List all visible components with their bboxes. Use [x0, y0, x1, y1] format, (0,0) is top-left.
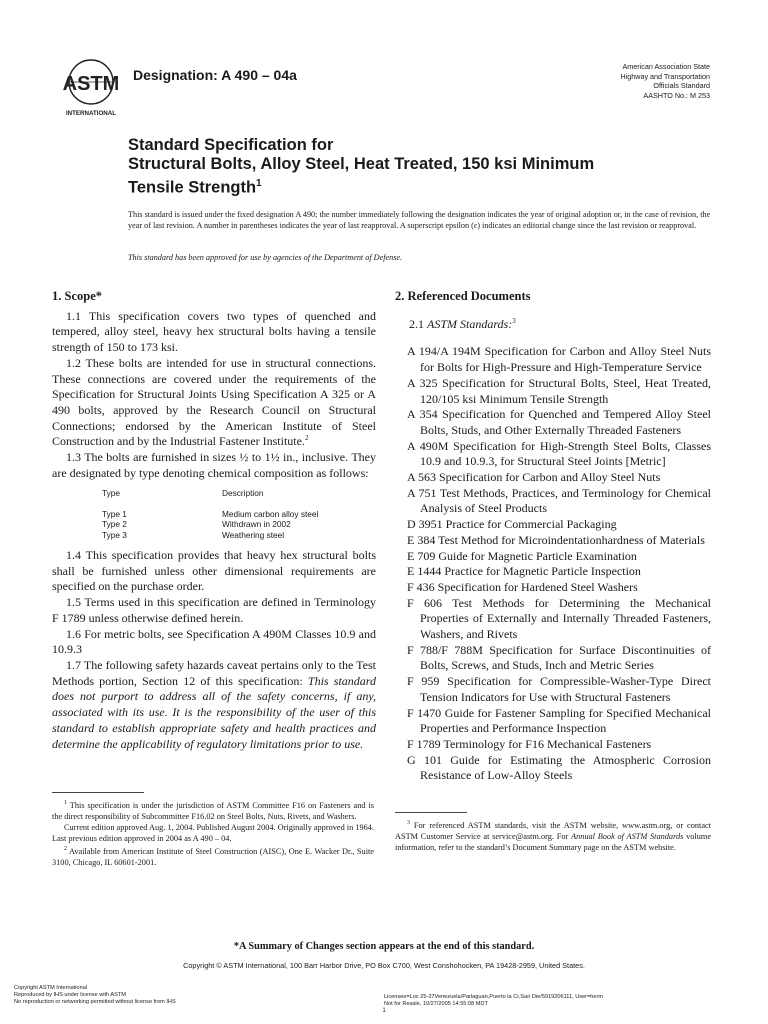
- para-1-1: 1.1 This specification covers two types of quenched and tempered, alloy steel, heavy hex structural bolts having a tensile strength of 150 to 173 ksi.: [52, 308, 376, 355]
- footnote-3: $^3$ For referenced ASTM standards, visit the ASTM website, www.astm.org, or contact ASTM Customer Service at service@astm.org. For Annual Book of ASTM Standards volume information, refer to the standard’s Document Summary page on the ASTM website.: [395, 820, 712, 852]
- footnote-divider: [395, 812, 467, 813]
- footnote-1-edition: Current edition approved Aug. 1, 2004. Published August 2004. Originally approved in 1964. Last previous edition approved in 2004 as A 490 – 04.: [52, 822, 374, 843]
- para-1-3: 1.3 The bolts are furnished in sizes ½ to 1½ in., inclusive. They are designated by type denoting chemical composition as follows:: [52, 450, 376, 480]
- footnotes-right: [395, 818, 711, 853]
- aashto-block: [590, 62, 710, 100]
- reference-item: A 751 Test Methods, Practices, and Terminology for Chemical Analysis of Steel Products: [407, 485, 711, 516]
- reference-item: F 959 Specification for Compressible-Washer-Type Direct Tension Indicators for Use with Structural Fasteners: [407, 674, 711, 704]
- aashto-line: Officials Standard: [653, 81, 710, 91]
- astm-logo-icon: [60, 55, 122, 117]
- summary-note: *A Summary of Changes section appears at the end of this standard.: [233, 941, 535, 952]
- table-row: Type 1 Medium carbon alloy steel: [102, 508, 319, 519]
- referenced-documents-section: [395, 289, 711, 784]
- intro-paragraph: This standard is issued under the fixed designation A 490; the number immediately following the designation indicates the year of original adoption or, in the case of revision, the year of last revision. A number in parentheses indicates the year of last reapproval. A superscript epsilon (ε) indicates an editorial change since the last revision or reapproval.: [128, 210, 711, 231]
- reference-item: D 3951 Practice for Commercial Packaging: [407, 517, 617, 532]
- footnote-1: $^1$ This specification is under the jurisdiction of ASTM Committee F16 on Fasteners and is the direct responsibility of Subcommittee F16.02 on Steel Bolts, Nuts, Rivets, and Washers.: [52, 800, 374, 821]
- para-1-7: 1.7 The following safety hazards caveat pertains only to the Test Methods portion, Section 12 of this specification: This standard does not purport to address all of the safety concerns, if any, associated with its use. It is the responsibility of the user of this standard to establish appropriate safety and health practices and determine the applicability of regulatory limitations prior to use.: [52, 657, 377, 751]
- document-title: [128, 136, 728, 198]
- title-line-3: Tensile Strength$^1$: [128, 178, 262, 197]
- title-footnote-mark: 1: [256, 178, 262, 189]
- para-1-5: 1.5 Terms used in this specification are defined in Terminology F 1789 unless otherwise defined herein.: [52, 595, 376, 625]
- para-1-4: 1.4 This specification provides that heavy hex structural bolts shall be furnished unless other dimensional requirements are specified on the purchase order.: [52, 548, 376, 594]
- para-1-2: 1.2 These bolts are intended for use in structural connections. These connections are covered under the requirements of the Specification for Structural Joints Using Specification A 325 or A 490 bolts, approved by the Research Council on Structural Connections; endorsed by the American Institute of Steel Construction and by the Industrial Fastener Institute.$^2$: [52, 355, 376, 449]
- svg-text:ASTM: ASTM: [62, 73, 120, 95]
- footnotes-left: [52, 798, 374, 868]
- table-header-type: Type: [102, 488, 120, 499]
- footnote-2: $^2$ Available from American Institute of Steel Construction (AISC), One E. Wacker Dr., Suite 3100, Chicago, IL 60601-2001.: [52, 845, 374, 867]
- title-line-1: Standard Specification for: [128, 136, 334, 154]
- title-line-2: Structural Bolts, Alloy Steel, Heat Treated, 150 ksi Minimum: [128, 155, 595, 173]
- svg-text:INTERNATIONAL: INTERNATIONAL: [65, 110, 117, 117]
- reference-item: A 325 Specification for Structural Bolts, Steel, Heat Treated, 120/105 ksi Minimum Tensile Strength: [407, 375, 711, 406]
- reference-item: F 1789 Terminology for F16 Mechanical Fasteners: [407, 736, 652, 751]
- designation: Designation: A 490 – 04a: [133, 67, 297, 83]
- reference-item: F 1470 Guide for Fastener Sampling for Specified Mechanical Properties and Performance Inspection: [407, 705, 711, 736]
- copyright-line: Copyright © ASTM International, 100 Barr Harbor Drive, PO Box C700, West Conshohocken, PA 19428-2959, United States.: [183, 961, 585, 970]
- reference-item: F 788/F 788M Specification for Surface Discontinuities of Bolts, Screws, and Studs, Inch and Metric Series: [407, 642, 711, 673]
- license-notice: Copyright ASTM International Reproduced by IHS under license with ASTM No reproduction or networking permitted without license from IHS: [14, 985, 176, 1005]
- scope-heading: 1. Scope*: [52, 289, 102, 303]
- table-header-description: Description: [222, 488, 264, 499]
- type-table: [102, 488, 318, 540]
- aashto-line: AASHTO No.: M 253: [643, 90, 710, 100]
- aashto-line: Highway and Transportation: [620, 71, 710, 81]
- reference-item: E 384 Test Method for Microindentationhardness of Materials: [407, 532, 705, 547]
- reference-item: A 194/A 194M Specification for Carbon and Alloy Steel Nuts for Bolts for High-Pressure and High-Temperature Service: [407, 344, 711, 375]
- footnote-divider: [52, 792, 144, 793]
- reference-item: A 490M Specification for High-Strength Steel Bolts, Classes 10.9 and 10.9.3, for Structural Steel Joints [Metric]: [407, 438, 711, 469]
- scope-section: [52, 289, 376, 752]
- reference-item: F 606 Test Methods for Determining the Mechanical Properties of Externally and Internally Threaded Fasteners, Washers, and Rivets: [407, 595, 711, 642]
- table-row: Type 2 Withdrawn in 2002: [102, 519, 291, 530]
- reference-item: A 563 Specification for Carbon and Alloy Steel Nuts: [407, 470, 661, 485]
- reference-item: E 1444 Practice for Magnetic Particle Inspection: [407, 564, 641, 579]
- reference-item: G 101 Guide for Estimating the Atmospheric Corrosion Resistance of Low-Alloy Steels: [407, 752, 711, 783]
- licensee-info: Licensee=Loc 25-27Venezuela/Parlaguan,Puerto la Cr,San Die/5919206111, User=herm Not for Resale, 10/27/2005 14:55:08 MDT: [384, 994, 604, 1007]
- safety-caveat: This standard does not purport to address all of the safety concerns, if any, associated with its use. It is the responsibility of the user of this standard to establish appropriate safety and health practices and determine the applicability of regulatory limitations prior to use.: [52, 673, 377, 751]
- reference-list: [395, 344, 711, 784]
- astm-standards-subheading: 2.1 ASTM Standards:$^3$: [409, 316, 516, 331]
- table-row: Type 3 Weathering steel: [102, 529, 285, 540]
- references-heading: 2. Referenced Documents: [395, 289, 531, 303]
- reference-item: A 354 Specification for Quenched and Tempered Alloy Steel Bolts, Studs, and Other Externally Threaded Fasteners: [407, 407, 711, 437]
- reference-item: E 709 Guide for Magnetic Particle Examination: [407, 548, 637, 563]
- aashto-line: American Association State: [622, 62, 710, 71]
- para-1-6: 1.6 For metric bolts, see Specification A 490M Classes 10.9 and 10.9.3: [52, 626, 376, 657]
- dod-note: This standard has been approved for use by agencies of the Department of Defense.: [128, 253, 403, 262]
- reference-item: F 436 Specification for Hardened Steel Washers: [407, 579, 638, 594]
- page-number: 1: [382, 1008, 386, 1014]
